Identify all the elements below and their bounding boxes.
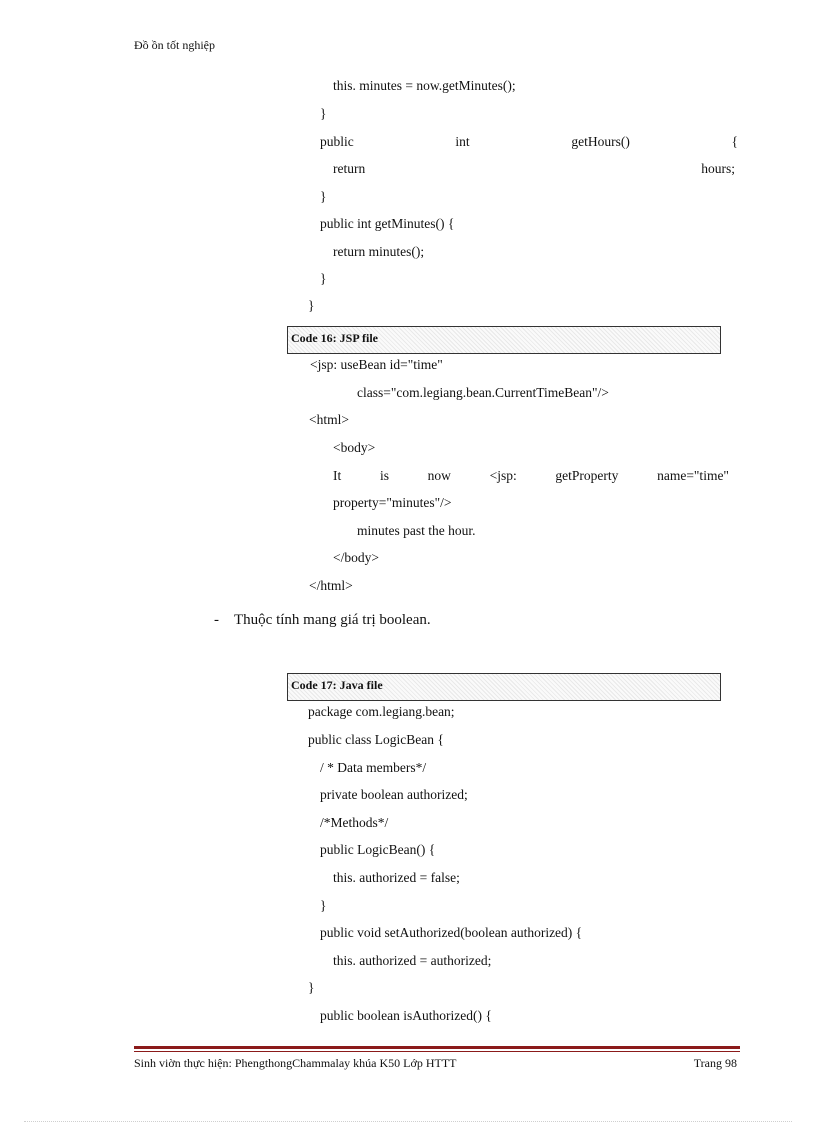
code-word: name="time" <box>657 468 729 483</box>
code-line: } <box>320 898 327 913</box>
code-line: } <box>308 980 315 995</box>
code-line-justified <box>333 467 729 485</box>
code-line: package com.legiang.bean; <box>308 704 455 719</box>
code-line: property="minutes"/> <box>333 495 452 510</box>
code-line: public LogicBean() { <box>320 842 436 857</box>
code-line: minutes past the hour. <box>357 523 476 538</box>
code-word: now <box>427 468 451 483</box>
code-line-justified <box>320 133 738 151</box>
code-caption-box <box>287 673 721 701</box>
code-line: <jsp: useBean id="time" <box>310 357 443 372</box>
code-line: } <box>308 298 315 313</box>
code-line: class="com.legiang.bean.CurrentTimeBean"/> <box>357 385 609 400</box>
code-line: </html> <box>309 578 353 593</box>
code-caption: Code 17: Java file <box>291 678 383 692</box>
code-word: It <box>333 468 342 483</box>
code-line: return minutes(); <box>333 244 425 259</box>
code-line: private boolean authorized; <box>320 787 468 802</box>
code-word: { <box>731 134 738 149</box>
code-line: /*Methods*/ <box>320 815 389 830</box>
page-bottom-divider <box>24 1121 792 1122</box>
code-line: this. authorized = authorized; <box>333 953 492 968</box>
code-word: public <box>320 134 354 149</box>
code-word: return <box>333 161 366 176</box>
code-word: hours; <box>701 161 735 176</box>
code-line: } <box>320 271 327 286</box>
code-line: public int getMinutes() { <box>320 216 455 231</box>
code-caption: Code 16: JSP file <box>291 331 378 345</box>
code-caption-box <box>287 326 721 354</box>
footer-rule-thin <box>134 1051 740 1052</box>
footer-author: Sinh viờn thực hiện: PhengthongChammalay khúa K50 Lớp HTTT <box>134 1056 457 1070</box>
code-line: } <box>320 189 327 204</box>
code-line: } <box>320 106 327 121</box>
code-word: getHours() <box>571 134 630 149</box>
code-line: public boolean isAuthorized() { <box>320 1008 492 1023</box>
footer-rule-thick <box>134 1046 740 1049</box>
code-word: getProperty <box>555 468 619 483</box>
code-line: <body> <box>333 440 376 455</box>
code-line: </body> <box>333 550 379 565</box>
code-line: public void setAuthorized(boolean authorized) { <box>320 925 583 940</box>
code-line: <html> <box>309 412 349 427</box>
code-line-justified <box>333 160 735 178</box>
code-line: this. authorized = false; <box>333 870 460 885</box>
code-word: int <box>455 134 470 149</box>
bullet-text: Thuộc tính mang giá trị boolean. <box>234 612 431 628</box>
bullet-dash: - <box>214 612 219 628</box>
code-line: public class LogicBean { <box>308 732 444 747</box>
page-header: Đồ ồn tốt nghiệp <box>134 38 215 52</box>
footer-page-number: Trang 98 <box>693 1056 737 1070</box>
code-word: is <box>379 468 389 483</box>
code-line: / * Data members*/ <box>320 760 427 775</box>
code-line: this. minutes = now.getMinutes(); <box>333 78 516 93</box>
code-word: <jsp: <box>489 468 517 483</box>
